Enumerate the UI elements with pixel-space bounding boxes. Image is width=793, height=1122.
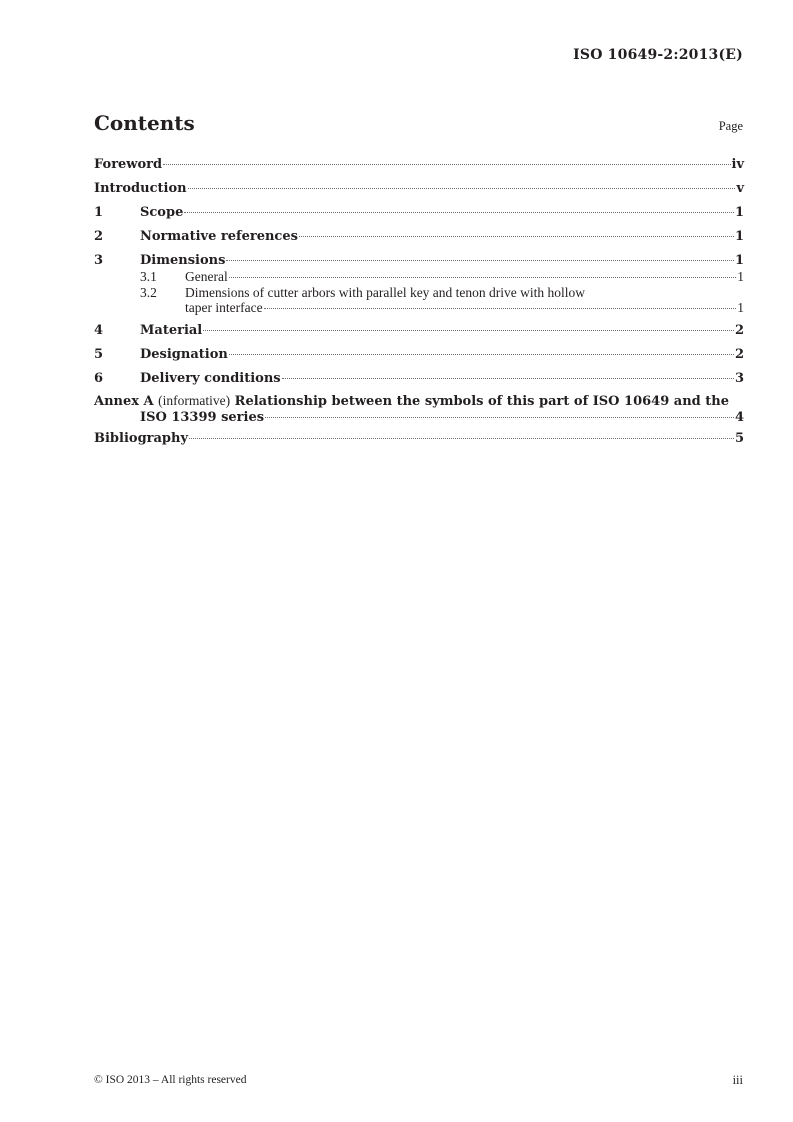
toc-entry-label: Bibliography [94,431,189,446]
toc-entry-page: 1 [737,300,744,315]
toc-entry-foreword[interactable] [94,156,744,173]
toc-entry-label: Scope [140,205,184,220]
toc-entry-number: 3.1 [140,269,157,284]
document-id: ISO 10649-2:2013(E) [573,47,743,63]
toc-entry-label: Designation [140,347,228,362]
toc-entry-normative-references[interactable] [94,228,744,245]
toc-entry-label-line2: ISO 13399 series [140,410,265,425]
toc-entry-cutter-arbor-dimensions[interactable] [94,285,744,315]
dot-leader [265,417,734,418]
copyright-notice: © ISO 2013 – All rights reserved [94,1074,247,1086]
toc-entry-material[interactable] [94,322,744,339]
dot-leader [264,308,737,309]
toc-entry-number: 2 [94,229,104,244]
toc-entry-page: 2 [734,347,744,362]
dot-leader [189,438,734,439]
toc-entry-number: 1 [94,205,104,220]
toc-entry-number: 5 [94,347,104,362]
toc-entry-label: Introduction [94,181,187,196]
toc-entry-delivery-conditions[interactable] [94,370,744,387]
toc-entry-label: Material [140,323,203,338]
toc-entry-label-line1: Relationship between the symbols of this part of ISO 10649 and the [234,394,730,409]
toc-entry-label: General [185,269,228,284]
toc-entry-page: 3 [734,371,744,386]
toc-entry-label: Delivery conditions [140,371,281,386]
dot-leader [229,354,734,355]
page-number: iii [732,1073,743,1087]
toc-entry-page: 2 [734,323,744,338]
dot-leader [203,330,734,331]
toc-entry-label-line1: Dimensions of cutter arbors with parallel key and tenon drive with hollow [185,285,586,300]
dot-leader [226,260,734,261]
dot-leader [184,212,734,213]
toc-entry-page: 1 [737,269,744,284]
dot-leader [188,188,736,189]
toc-entry-page: 1 [734,229,744,244]
toc-entry-designation[interactable] [94,346,744,363]
toc-entry-annex-type: (informative) [158,393,231,408]
page-column-label: Page [718,119,743,133]
toc-entry-annex-prefix: Annex A [94,394,154,409]
toc-entry-label: Dimensions [140,253,226,268]
toc-entry-introduction[interactable] [94,180,744,197]
toc-entry-label: Foreword [94,157,163,172]
table-of-contents [94,156,744,447]
toc-entry-number: 6 [94,371,104,386]
toc-entry-page: iv [731,157,744,172]
toc-entry-general[interactable] [94,269,744,284]
toc-entry-page: 4 [734,410,744,425]
dot-leader [299,236,734,237]
toc-entry-bibliography[interactable] [94,430,744,447]
toc-entry-page: v [736,181,744,196]
toc-entry-number: 4 [94,323,104,338]
toc-entry-label-line2: taper interface [185,300,263,315]
dot-leader [163,164,730,165]
contents-title: Contents [94,111,195,135]
dot-leader [229,277,737,278]
toc-entry-label: Normative references [140,229,298,244]
toc-entry-page: 1 [734,253,744,268]
toc-entry-number: 3 [94,253,104,268]
toc-entry-dimensions[interactable] [94,252,744,269]
toc-entry-number: 3.2 [140,285,157,300]
toc-entry-scope[interactable] [94,204,744,221]
toc-entry-page: 1 [734,205,744,220]
toc-entry-annex-a[interactable] [94,393,744,426]
dot-leader [282,378,734,379]
toc-entry-page: 5 [734,431,744,446]
